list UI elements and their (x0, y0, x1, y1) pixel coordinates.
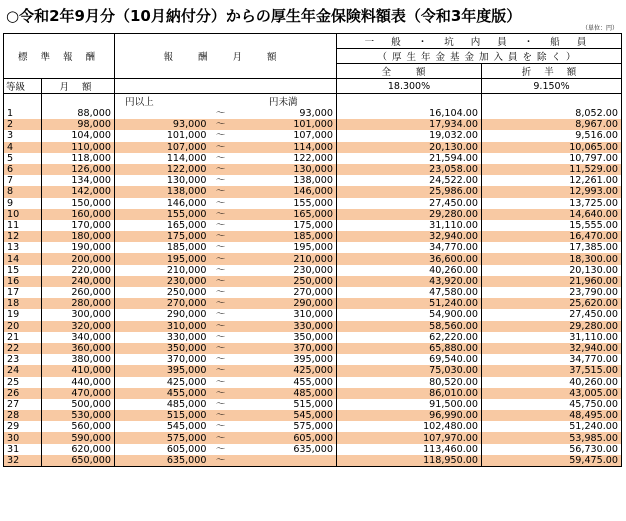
full-amount-cell: 36,600.00 (337, 253, 482, 264)
remuneration-to-cell: 485,000 (231, 388, 337, 399)
full-amount-cell: 21,594.00 (337, 153, 482, 164)
header-full-amount: 全 額 (337, 64, 482, 79)
header-monthly: 月 額 (42, 79, 115, 94)
remuneration-to-cell: 138,000 (231, 175, 337, 186)
full-amount-cell: 65,880.00 (337, 343, 482, 354)
standard-monthly-cell: 500,000 (42, 399, 115, 410)
grade-cell: 29 (4, 421, 42, 432)
tilde-cell: ～ (211, 130, 231, 141)
tilde-cell: ～ (211, 298, 231, 309)
half-amount-cell: 15,555.00 (482, 220, 622, 231)
remuneration-to-cell: 146,000 (231, 186, 337, 197)
standard-monthly-cell: 200,000 (42, 253, 115, 264)
header-general-line1: 一 般 ・ 坑 内 員 ・ 船 員 (337, 34, 622, 49)
standard-monthly-cell: 410,000 (42, 365, 115, 376)
tilde-cell: ～ (211, 142, 231, 153)
half-amount-cell: 29,280.00 (482, 321, 622, 332)
table-row (4, 175, 622, 186)
half-amount-cell: 17,385.00 (482, 242, 622, 253)
full-amount-cell: 24,522.00 (337, 175, 482, 186)
remuneration-from-cell: 635,000 (115, 455, 211, 467)
full-amount-cell: 25,986.00 (337, 186, 482, 197)
remuneration-from-cell: 195,000 (115, 253, 211, 264)
standard-monthly-cell: 590,000 (42, 432, 115, 443)
standard-monthly-cell: 470,000 (42, 388, 115, 399)
half-amount-cell: 21,960.00 (482, 276, 622, 287)
tilde-cell: ～ (211, 410, 231, 421)
grade-cell: 18 (4, 298, 42, 309)
half-amount-cell: 59,475.00 (482, 455, 622, 467)
grade-cell: 11 (4, 220, 42, 231)
full-amount-cell: 16,104.00 (337, 108, 482, 119)
remuneration-from-cell: 122,000 (115, 164, 211, 175)
header-half-rate: 9.150% (482, 79, 622, 94)
standard-monthly-cell: 530,000 (42, 410, 115, 421)
standard-monthly-cell: 160,000 (42, 209, 115, 220)
full-amount-cell: 118,950.00 (337, 455, 482, 467)
remuneration-to-cell: 210,000 (231, 253, 337, 264)
remuneration-from-cell: 425,000 (115, 377, 211, 388)
grade-cell: 15 (4, 265, 42, 276)
grade-cell: 12 (4, 231, 42, 242)
standard-monthly-cell: 104,000 (42, 130, 115, 141)
remuneration-from-cell: 370,000 (115, 354, 211, 365)
standard-monthly-cell: 142,000 (42, 186, 115, 197)
full-amount-cell: 86,010.00 (337, 388, 482, 399)
remuneration-from-cell: 290,000 (115, 309, 211, 320)
table-row (4, 108, 622, 119)
table-row (4, 231, 622, 242)
half-amount-cell: 32,940.00 (482, 343, 622, 354)
full-amount-cell: 17,934.00 (337, 119, 482, 130)
half-amount-cell: 8,052.00 (482, 108, 622, 119)
grade-cell: 31 (4, 444, 42, 455)
remuneration-from-cell: 210,000 (115, 265, 211, 276)
remuneration-to-cell: 425,000 (231, 365, 337, 376)
grade-cell: 13 (4, 242, 42, 253)
table-row (4, 242, 622, 253)
tilde-cell: ～ (211, 276, 231, 287)
half-amount-cell: 25,620.00 (482, 298, 622, 309)
table-row (4, 298, 622, 309)
remuneration-to-cell: 122,000 (231, 153, 337, 164)
tilde-cell: ～ (211, 343, 231, 354)
full-amount-cell: 54,900.00 (337, 309, 482, 320)
tilde-cell: ～ (211, 432, 231, 443)
remuneration-from-cell: 230,000 (115, 276, 211, 287)
label-yen-over: 円以上 (115, 94, 211, 109)
table-row (4, 153, 622, 164)
grade-cell: 3 (4, 130, 42, 141)
page-title: ○令和2年9月分（10月納付分）からの厚生年金保険料額表（令和3年度版） (6, 7, 522, 25)
unit-note: （単位：円） (581, 25, 618, 32)
remuneration-to-cell: 175,000 (231, 220, 337, 231)
remuneration-from-cell: 101,000 (115, 130, 211, 141)
tilde-cell: ～ (211, 242, 231, 253)
standard-monthly-cell: 170,000 (42, 220, 115, 231)
half-amount-cell: 20,130.00 (482, 265, 622, 276)
full-amount-cell: 31,110.00 (337, 220, 482, 231)
table-row (4, 343, 622, 354)
label-blank-grade (4, 94, 42, 109)
tilde-cell: ～ (211, 253, 231, 264)
header-grade: 等級 (4, 79, 42, 94)
table-row (4, 309, 622, 320)
label-blank-half (482, 94, 622, 109)
remuneration-to-cell: 330,000 (231, 321, 337, 332)
standard-monthly-cell: 240,000 (42, 276, 115, 287)
standard-monthly-cell: 620,000 (42, 444, 115, 455)
remuneration-from-cell: 155,000 (115, 209, 211, 220)
tilde-cell: ～ (211, 220, 231, 231)
remuneration-to-cell: 350,000 (231, 332, 337, 343)
remuneration-from-cell: 250,000 (115, 287, 211, 298)
standard-monthly-cell: 360,000 (42, 343, 115, 354)
remuneration-to-cell: 130,000 (231, 164, 337, 175)
tilde-cell: ～ (211, 377, 231, 388)
premium-table (3, 33, 622, 467)
full-amount-cell: 96,990.00 (337, 410, 482, 421)
standard-monthly-cell: 560,000 (42, 421, 115, 432)
half-amount-cell: 23,790.00 (482, 287, 622, 298)
tilde-cell: ～ (211, 421, 231, 432)
half-amount-cell: 8,967.00 (482, 119, 622, 130)
tilde-cell: ～ (211, 175, 231, 186)
remuneration-from-cell: 130,000 (115, 175, 211, 186)
grade-cell: 25 (4, 377, 42, 388)
tilde-cell: ～ (211, 164, 231, 175)
half-amount-cell: 13,725.00 (482, 198, 622, 209)
table-row (4, 399, 622, 410)
half-amount-cell: 40,260.00 (482, 377, 622, 388)
half-amount-cell: 31,110.00 (482, 332, 622, 343)
full-amount-cell: 47,580.00 (337, 287, 482, 298)
table-row (4, 444, 622, 455)
standard-monthly-cell: 134,000 (42, 175, 115, 186)
remuneration-to-cell: 155,000 (231, 198, 337, 209)
tilde-cell: ～ (211, 186, 231, 197)
full-amount-cell: 69,540.00 (337, 354, 482, 365)
grade-cell: 14 (4, 253, 42, 264)
standard-monthly-cell: 180,000 (42, 231, 115, 242)
grade-cell: 26 (4, 388, 42, 399)
remuneration-from-cell: 107,000 (115, 142, 211, 153)
label-blank-full (337, 94, 482, 109)
half-amount-cell: 16,470.00 (482, 231, 622, 242)
grade-cell: 27 (4, 399, 42, 410)
remuneration-from-cell: 165,000 (115, 220, 211, 231)
tilde-cell: ～ (211, 108, 231, 119)
half-amount-cell: 18,300.00 (482, 253, 622, 264)
half-amount-cell: 12,261.00 (482, 175, 622, 186)
remuneration-to-cell: 370,000 (231, 343, 337, 354)
remuneration-to-cell: 107,000 (231, 130, 337, 141)
grade-cell: 10 (4, 209, 42, 220)
tilde-cell: ～ (211, 332, 231, 343)
grade-cell: 24 (4, 365, 42, 376)
remuneration-to-cell: 93,000 (231, 108, 337, 119)
remuneration-to-cell: 545,000 (231, 410, 337, 421)
remuneration-to-cell: 270,000 (231, 287, 337, 298)
full-amount-cell: 62,220.00 (337, 332, 482, 343)
remuneration-from-cell: 310,000 (115, 321, 211, 332)
full-amount-cell: 102,480.00 (337, 421, 482, 432)
tilde-cell: ～ (211, 287, 231, 298)
grade-cell: 21 (4, 332, 42, 343)
full-amount-cell: 113,460.00 (337, 444, 482, 455)
remuneration-from-cell: 185,000 (115, 242, 211, 253)
standard-monthly-cell: 110,000 (42, 142, 115, 153)
table-row (4, 332, 622, 343)
remuneration-from-cell: 350,000 (115, 343, 211, 354)
table-row (4, 432, 622, 443)
header-remuneration-blank (115, 79, 337, 94)
full-amount-cell: 40,260.00 (337, 265, 482, 276)
standard-monthly-cell: 98,000 (42, 119, 115, 130)
remuneration-to-cell (231, 455, 337, 467)
standard-monthly-cell: 280,000 (42, 298, 115, 309)
full-amount-cell: 20,130.00 (337, 142, 482, 153)
table-row (4, 410, 622, 421)
table-row (4, 209, 622, 220)
remuneration-from-cell: 395,000 (115, 365, 211, 376)
standard-monthly-cell: 320,000 (42, 321, 115, 332)
table-row (4, 377, 622, 388)
table-row (4, 455, 622, 467)
half-amount-cell: 37,515.00 (482, 365, 622, 376)
grade-cell: 8 (4, 186, 42, 197)
remuneration-to-cell: 635,000 (231, 444, 337, 455)
grade-cell: 1 (4, 108, 42, 119)
remuneration-from-cell: 455,000 (115, 388, 211, 399)
remuneration-from-cell: 114,000 (115, 153, 211, 164)
remuneration-to-cell: 230,000 (231, 265, 337, 276)
grade-cell: 23 (4, 354, 42, 365)
standard-monthly-cell: 340,000 (42, 332, 115, 343)
grade-cell: 9 (4, 198, 42, 209)
full-amount-cell: 34,770.00 (337, 242, 482, 253)
remuneration-to-cell: 185,000 (231, 231, 337, 242)
remuneration-to-cell: 310,000 (231, 309, 337, 320)
label-blank-tilde (211, 94, 231, 109)
tilde-cell: ～ (211, 321, 231, 332)
header-half-amount: 折 半 額 (482, 64, 622, 79)
full-amount-cell: 80,520.00 (337, 377, 482, 388)
header-general-line2: （厚生年金基金加入員を除く） (337, 49, 622, 64)
full-amount-cell: 107,970.00 (337, 432, 482, 443)
tilde-cell: ～ (211, 209, 231, 220)
half-amount-cell: 14,640.00 (482, 209, 622, 220)
label-blank-std (42, 94, 115, 109)
tilde-cell: ～ (211, 198, 231, 209)
half-amount-cell: 53,985.00 (482, 432, 622, 443)
grade-cell: 6 (4, 164, 42, 175)
remuneration-from-cell: 575,000 (115, 432, 211, 443)
table-row (4, 186, 622, 197)
remuneration-to-cell: 395,000 (231, 354, 337, 365)
half-amount-cell: 9,516.00 (482, 130, 622, 141)
grade-cell: 28 (4, 410, 42, 421)
table-row (4, 276, 622, 287)
remuneration-to-cell: 250,000 (231, 276, 337, 287)
standard-monthly-cell: 126,000 (42, 164, 115, 175)
remuneration-to-cell: 455,000 (231, 377, 337, 388)
standard-monthly-cell: 118,000 (42, 153, 115, 164)
tilde-cell: ～ (211, 153, 231, 164)
grade-cell: 17 (4, 287, 42, 298)
table-row (4, 265, 622, 276)
tilde-cell: ～ (211, 119, 231, 130)
full-amount-cell: 51,240.00 (337, 298, 482, 309)
tilde-cell: ～ (211, 455, 231, 467)
full-amount-cell: 27,450.00 (337, 198, 482, 209)
standard-monthly-cell: 260,000 (42, 287, 115, 298)
standard-monthly-cell: 88,000 (42, 108, 115, 119)
tilde-cell: ～ (211, 354, 231, 365)
half-amount-cell: 51,240.00 (482, 421, 622, 432)
table-row (4, 142, 622, 153)
grade-cell: 20 (4, 321, 42, 332)
full-amount-cell: 58,560.00 (337, 321, 482, 332)
table-row (4, 220, 622, 231)
grade-cell: 2 (4, 119, 42, 130)
half-amount-cell: 48,495.00 (482, 410, 622, 421)
remuneration-from-cell: 485,000 (115, 399, 211, 410)
half-amount-cell: 56,730.00 (482, 444, 622, 455)
tilde-cell: ～ (211, 444, 231, 455)
remuneration-from-cell: 138,000 (115, 186, 211, 197)
standard-monthly-cell: 150,000 (42, 198, 115, 209)
remuneration-from-cell: 270,000 (115, 298, 211, 309)
grade-cell: 5 (4, 153, 42, 164)
remuneration-to-cell: 575,000 (231, 421, 337, 432)
full-amount-cell: 43,920.00 (337, 276, 482, 287)
header-remuneration: 報 酬 月 額 (115, 34, 337, 79)
table-row (4, 321, 622, 332)
tilde-cell: ～ (211, 399, 231, 410)
full-amount-cell: 91,500.00 (337, 399, 482, 410)
full-amount-cell: 19,032.00 (337, 130, 482, 141)
half-amount-cell: 11,529.00 (482, 164, 622, 175)
remuneration-from-cell: 605,000 (115, 444, 211, 455)
tilde-cell: ～ (211, 265, 231, 276)
remuneration-to-cell: 605,000 (231, 432, 337, 443)
full-amount-cell: 23,058.00 (337, 164, 482, 175)
grade-cell: 16 (4, 276, 42, 287)
header-standard: 標 準 報 酬 (4, 34, 115, 79)
half-amount-cell: 10,065.00 (482, 142, 622, 153)
table-row (4, 198, 622, 209)
table-row (4, 119, 622, 130)
half-amount-cell: 45,750.00 (482, 399, 622, 410)
table-row (4, 354, 622, 365)
standard-monthly-cell: 220,000 (42, 265, 115, 276)
remuneration-to-cell: 165,000 (231, 209, 337, 220)
remuneration-to-cell: 195,000 (231, 242, 337, 253)
table-row (4, 253, 622, 264)
grade-cell: 7 (4, 175, 42, 186)
remuneration-from-cell: 515,000 (115, 410, 211, 421)
full-amount-cell: 32,940.00 (337, 231, 482, 242)
remuneration-from-cell: 146,000 (115, 198, 211, 209)
half-amount-cell: 12,993.00 (482, 186, 622, 197)
tilde-cell: ～ (211, 309, 231, 320)
remuneration-from-cell (115, 108, 211, 119)
remuneration-to-cell: 290,000 (231, 298, 337, 309)
header-full-rate: 18.300% (337, 79, 482, 94)
standard-monthly-cell: 650,000 (42, 455, 115, 467)
grade-cell: 22 (4, 343, 42, 354)
remuneration-to-cell: 114,000 (231, 142, 337, 153)
remuneration-to-cell: 515,000 (231, 399, 337, 410)
table-row (4, 421, 622, 432)
grade-cell: 32 (4, 455, 42, 467)
table-row (4, 287, 622, 298)
tilde-cell: ～ (211, 388, 231, 399)
label-yen-under: 円未満 (231, 94, 337, 109)
table-row (4, 164, 622, 175)
grade-cell: 4 (4, 142, 42, 153)
half-amount-cell: 43,005.00 (482, 388, 622, 399)
full-amount-cell: 29,280.00 (337, 209, 482, 220)
tilde-cell: ～ (211, 365, 231, 376)
table-row (4, 365, 622, 376)
standard-monthly-cell: 440,000 (42, 377, 115, 388)
table-row (4, 130, 622, 141)
grade-cell: 19 (4, 309, 42, 320)
half-amount-cell: 34,770.00 (482, 354, 622, 365)
table-row (4, 388, 622, 399)
full-amount-cell: 75,030.00 (337, 365, 482, 376)
remuneration-from-cell: 93,000 (115, 119, 211, 130)
tilde-cell: ～ (211, 231, 231, 242)
remuneration-from-cell: 175,000 (115, 231, 211, 242)
remuneration-from-cell: 330,000 (115, 332, 211, 343)
remuneration-to-cell: 101,000 (231, 119, 337, 130)
standard-monthly-cell: 300,000 (42, 309, 115, 320)
half-amount-cell: 10,797.00 (482, 153, 622, 164)
standard-monthly-cell: 190,000 (42, 242, 115, 253)
standard-monthly-cell: 380,000 (42, 354, 115, 365)
remuneration-from-cell: 545,000 (115, 421, 211, 432)
half-amount-cell: 27,450.00 (482, 309, 622, 320)
grade-cell: 30 (4, 432, 42, 443)
